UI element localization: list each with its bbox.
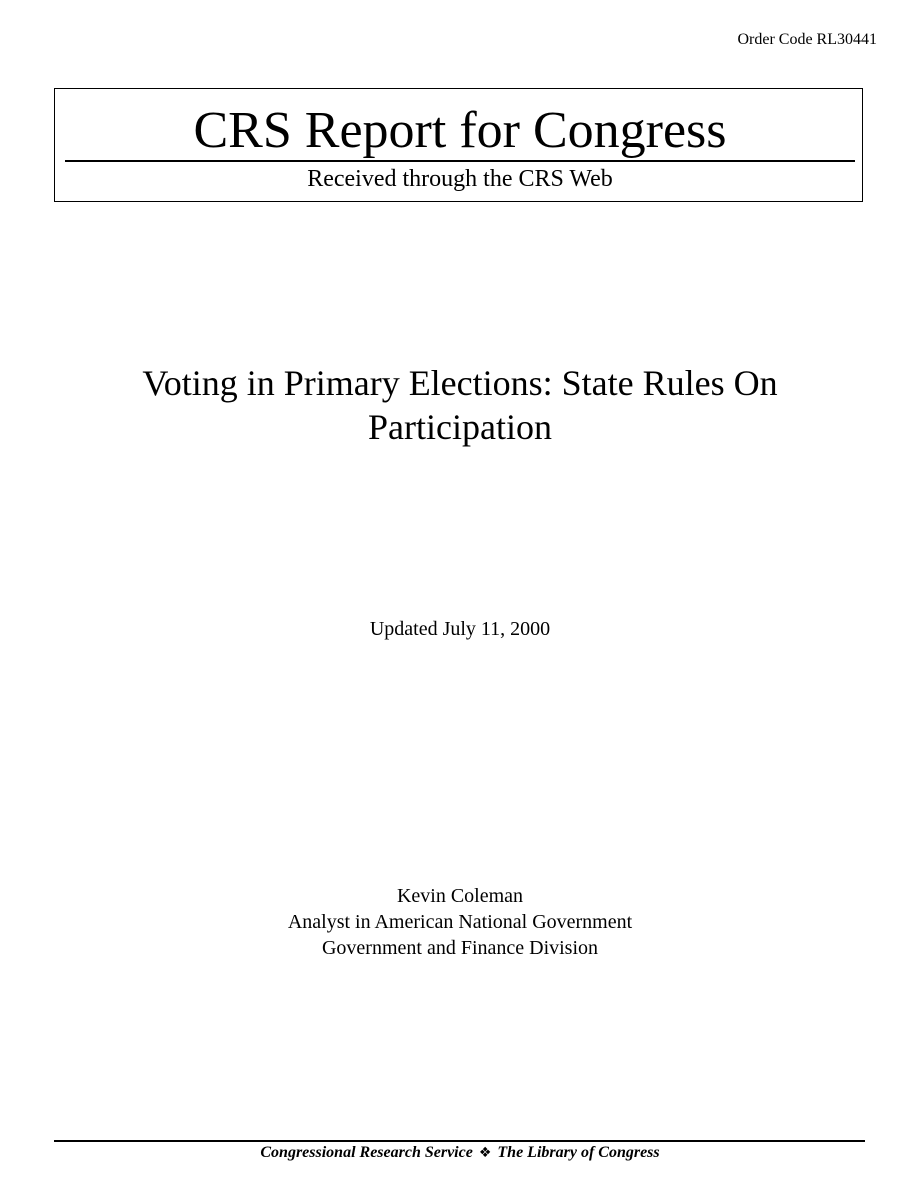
report-title-rule [65, 160, 855, 162]
report-title: CRS Report for Congress [193, 102, 727, 159]
author-division: Government and Finance Division [321, 937, 599, 959]
footer-rule [54, 1140, 865, 1142]
document-title [60, 361, 860, 449]
document-title-line-2: Participation [368, 407, 552, 447]
report-subtitle: Received through the CRS Web [307, 166, 613, 192]
footer [0, 1143, 920, 1163]
updated-date: Updated July 11, 2000 [369, 618, 551, 640]
footer-left-text: Congressional Research Service [260, 1144, 473, 1161]
document-title-line-1: Voting in Primary Elections: State Rules On [142, 363, 778, 403]
order-code: Order Code RL30441 [737, 31, 877, 48]
footer-right-text: The Library of Congress [497, 1144, 660, 1161]
diamond-separator-icon: ❖ [478, 1145, 492, 1161]
author-name: Kevin Coleman [396, 885, 524, 907]
author-block [0, 883, 920, 961]
author-position: Analyst in American National Government [287, 911, 633, 933]
